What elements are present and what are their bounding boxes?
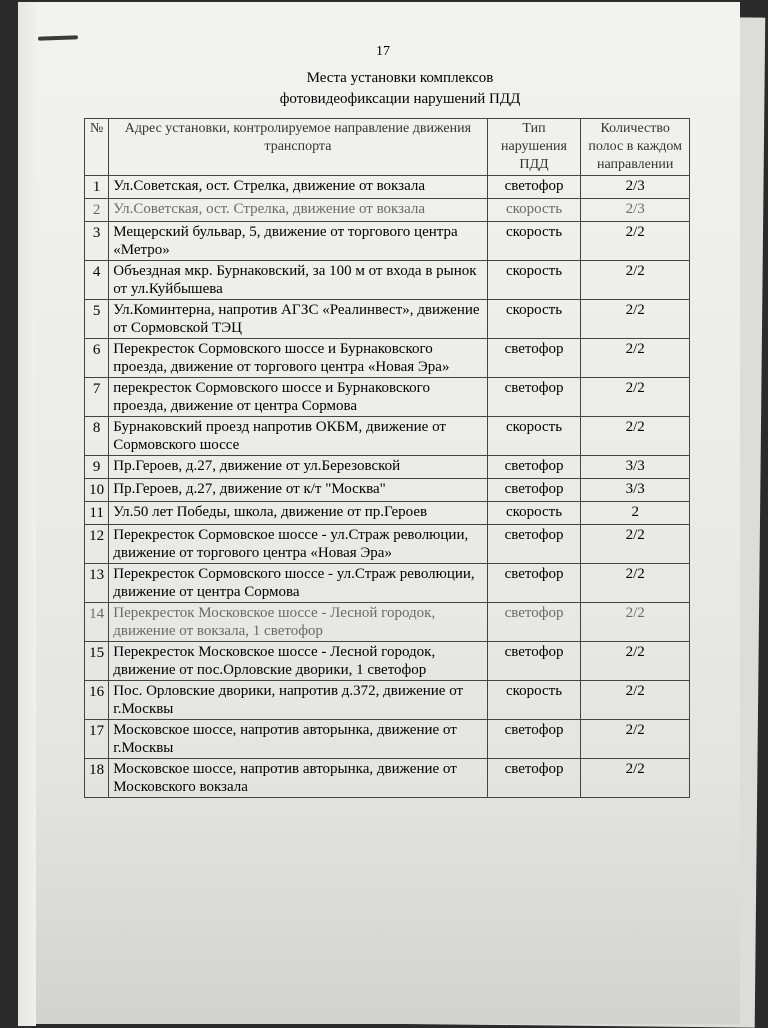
page-number: 17 bbox=[376, 44, 390, 59]
table-row bbox=[85, 417, 690, 456]
row-address: Перекресток Московское шоссе - Лесной городок, движение от вокзала, 1 светофор bbox=[109, 603, 487, 642]
row-number: 6 bbox=[85, 339, 109, 378]
table-row bbox=[85, 720, 690, 759]
row-address: Бурнаковский проезд напротив ОКБМ, движение от Сормовского шоссе bbox=[109, 417, 487, 456]
row-number: 15 bbox=[85, 642, 109, 681]
row-lanes: 3/3 bbox=[581, 479, 690, 502]
table-row bbox=[85, 759, 690, 798]
document-title bbox=[230, 68, 570, 110]
row-address: Перекресток Московское шоссе - Лесной городок, движение от пос.Орловские дворики, 1 светофор bbox=[109, 642, 487, 681]
row-address: Перекресток Сормовское шоссе - ул.Страж революции, движение от торгового центра «Новая Эра» bbox=[109, 525, 487, 564]
header-type: Тип нарушения ПДД bbox=[487, 119, 581, 176]
row-number: 5 bbox=[85, 300, 109, 339]
table-row bbox=[85, 642, 690, 681]
row-address: Ул.Советская, ост. Стрелка, движение от вокзала bbox=[109, 176, 487, 199]
row-violation-type: светофор bbox=[487, 378, 581, 417]
row-violation-type: скорость bbox=[487, 300, 581, 339]
row-lanes: 2/2 bbox=[581, 681, 690, 720]
row-address: Ул.Коминтерна, напротив АГЗС «Реалинвест», движение от Сормовской ТЭЦ bbox=[109, 300, 487, 339]
header-num: № bbox=[85, 119, 109, 176]
row-address: перекресток Сормовского шоссе и Бурнаковского проезда, движение от центра Сормова bbox=[109, 378, 487, 417]
row-number: 2 bbox=[85, 199, 109, 222]
row-violation-type: скорость bbox=[487, 199, 581, 222]
row-violation-type: светофор bbox=[487, 456, 581, 479]
row-lanes: 2/2 bbox=[581, 378, 690, 417]
table-row bbox=[85, 339, 690, 378]
row-violation-type: светофор bbox=[487, 339, 581, 378]
header-lanes: Количество полос в каждом направлении bbox=[581, 119, 690, 176]
row-address: Мещерский бульвар, 5, движение от торгового центра «Метро» bbox=[109, 222, 487, 261]
row-violation-type: светофор bbox=[487, 479, 581, 502]
row-violation-type: скорость bbox=[487, 681, 581, 720]
row-lanes: 2/2 bbox=[581, 222, 690, 261]
table-row bbox=[85, 479, 690, 502]
row-address: Объездная мкр. Бурнаковский, за 100 м от входа в рынок от ул.Куйбышева bbox=[109, 261, 487, 300]
row-address: Московское шоссе, напротив авторынка, движение от г.Москвы bbox=[109, 720, 487, 759]
row-number: 16 bbox=[85, 681, 109, 720]
cameras-table bbox=[84, 118, 690, 798]
row-violation-type: скорость bbox=[487, 222, 581, 261]
row-lanes: 2/2 bbox=[581, 525, 690, 564]
row-number: 17 bbox=[85, 720, 109, 759]
table-row bbox=[85, 378, 690, 417]
row-number: 7 bbox=[85, 378, 109, 417]
row-lanes: 2/2 bbox=[581, 261, 690, 300]
row-address: Ул.Советская, ост. Стрелка, движение от вокзала bbox=[109, 199, 487, 222]
row-violation-type: скорость bbox=[487, 502, 581, 525]
row-lanes: 2/2 bbox=[581, 564, 690, 603]
row-number: 9 bbox=[85, 456, 109, 479]
row-number: 8 bbox=[85, 417, 109, 456]
table-row bbox=[85, 603, 690, 642]
row-violation-type: светофор bbox=[487, 759, 581, 798]
row-address: Пос. Орловские дворики, напротив д.372, движение от г.Москвы bbox=[109, 681, 487, 720]
table-row bbox=[85, 681, 690, 720]
row-address: Московское шоссе, напротив авторынка, движение от Московского вокзала bbox=[109, 759, 487, 798]
row-number: 10 bbox=[85, 479, 109, 502]
table-row bbox=[85, 456, 690, 479]
row-violation-type: светофор bbox=[487, 525, 581, 564]
row-number: 11 bbox=[85, 502, 109, 525]
row-lanes: 2/2 bbox=[581, 759, 690, 798]
table-row bbox=[85, 176, 690, 199]
row-address: Перекресток Сормовского шоссе - ул.Страж революции, движение от центра Сормова bbox=[109, 564, 487, 603]
row-number: 13 bbox=[85, 564, 109, 603]
row-violation-type: скорость bbox=[487, 261, 581, 300]
row-violation-type: светофор bbox=[487, 642, 581, 681]
table-row bbox=[85, 222, 690, 261]
header-address: Адрес установки, контролируемое направление движения транспорта bbox=[109, 119, 487, 176]
table-row bbox=[85, 525, 690, 564]
row-address: Пр.Героев, д.27, движение от к/т "Москва" bbox=[109, 479, 487, 502]
row-number: 12 bbox=[85, 525, 109, 564]
row-number: 3 bbox=[85, 222, 109, 261]
row-number: 18 bbox=[85, 759, 109, 798]
row-lanes: 2/2 bbox=[581, 720, 690, 759]
row-lanes: 2 bbox=[581, 502, 690, 525]
row-lanes: 2/2 bbox=[581, 339, 690, 378]
title-line-2: фотовидеофиксации нарушений ПДД bbox=[279, 91, 521, 107]
row-violation-type: скорость bbox=[487, 417, 581, 456]
row-lanes: 2/2 bbox=[581, 417, 690, 456]
row-number: 14 bbox=[85, 603, 109, 642]
table-row bbox=[85, 564, 690, 603]
row-violation-type: светофор bbox=[487, 564, 581, 603]
row-violation-type: светофор bbox=[487, 176, 581, 199]
row-number: 4 bbox=[85, 261, 109, 300]
row-address: Ул.50 лет Победы, школа, движение от пр.Героев bbox=[109, 502, 487, 525]
table-body bbox=[85, 176, 690, 798]
row-address: Перекресток Сормовского шоссе и Бурнаковского проезда, движение от торгового центра «Новая Эра» bbox=[109, 339, 487, 378]
row-lanes: 2/3 bbox=[581, 199, 690, 222]
table-row bbox=[85, 199, 690, 222]
row-lanes: 2/3 bbox=[581, 176, 690, 199]
row-violation-type: светофор bbox=[487, 720, 581, 759]
table-row bbox=[85, 261, 690, 300]
table-row bbox=[85, 502, 690, 525]
row-number: 1 bbox=[85, 176, 109, 199]
row-lanes: 2/2 bbox=[581, 642, 690, 681]
row-lanes: 2/2 bbox=[581, 603, 690, 642]
row-lanes: 3/3 bbox=[581, 456, 690, 479]
row-lanes: 2/2 bbox=[581, 300, 690, 339]
row-address: Пр.Героев, д.27, движение от ул.Березовской bbox=[109, 456, 487, 479]
title-line-1: Места установки комплексов bbox=[306, 70, 494, 86]
table-row bbox=[85, 300, 690, 339]
table-header-row bbox=[85, 119, 690, 176]
row-violation-type: светофор bbox=[487, 603, 581, 642]
